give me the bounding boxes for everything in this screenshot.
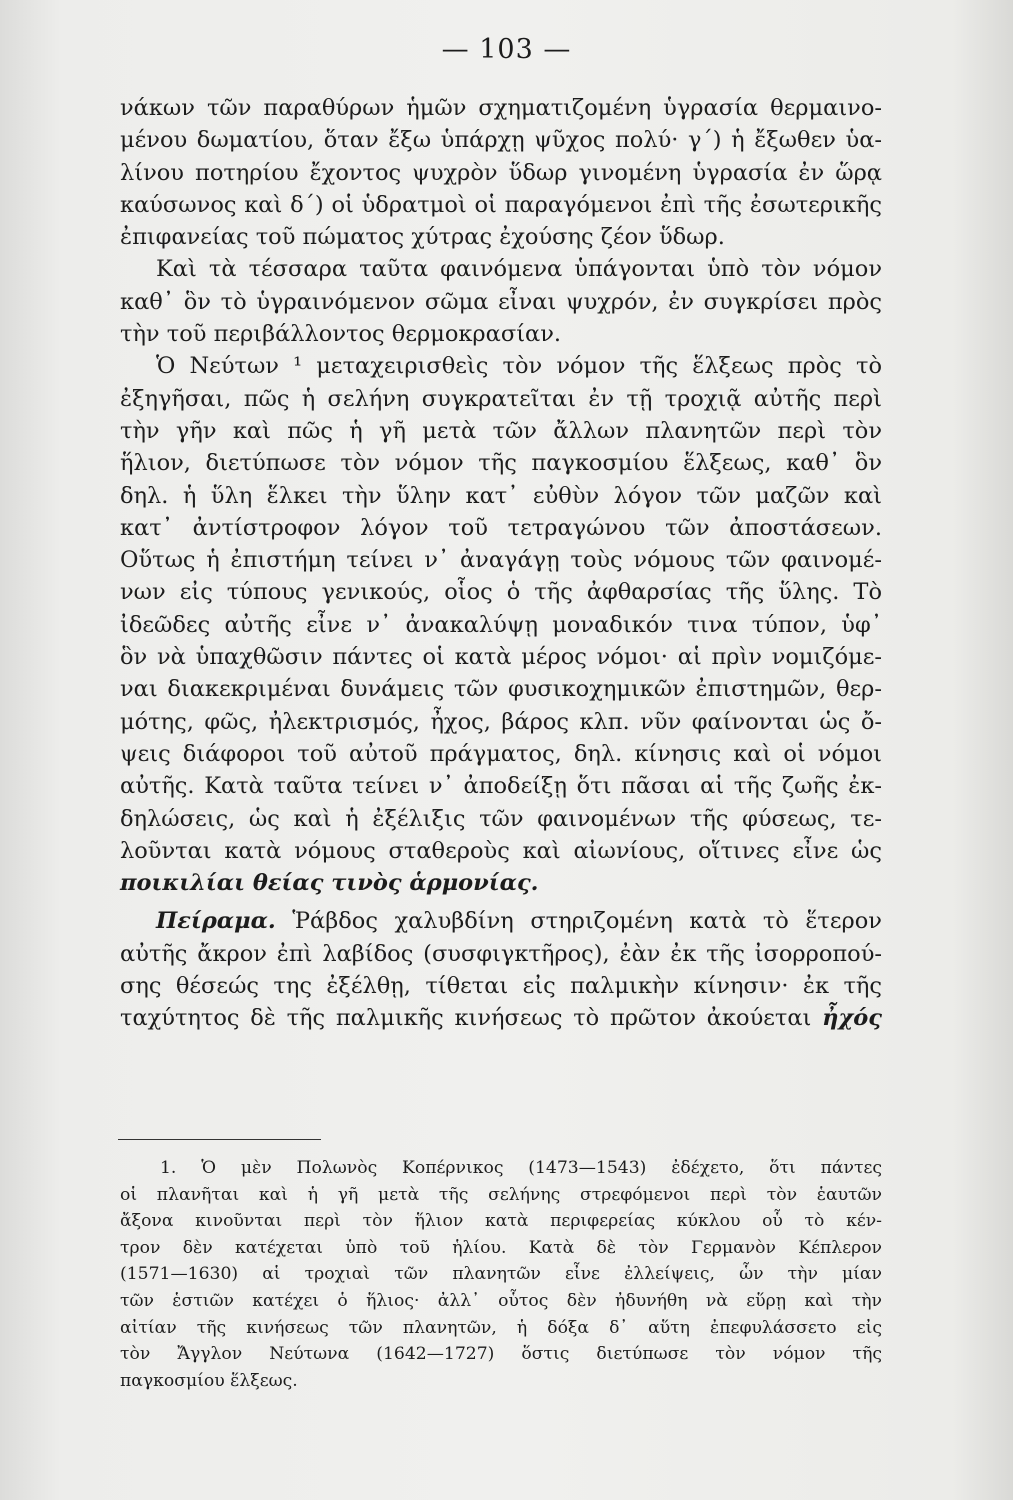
footnote-line: οἱ πλανῆται καὶ ἡ γῆ μετὰ τῆς σελήνης στρεφόμενοι περὶ τὸν ἑαυτῶν: [120, 1184, 882, 1205]
text-line: νων εἰς τύπους γενικούς, οἷος ὁ τῆς ἀφθαρσίας τῆς ὕλης. Τὸ: [120, 579, 882, 606]
text-line: Οὕτως ἡ ἐπιστήμη τείνει ν᾽ ἀναγάγῃ τοὺς νόμους τῶν φαινομέ-: [120, 547, 882, 574]
text-line: αὐτῆς ἄκρον ἐπὶ λαβίδος (συσφιγκτῆρος), ἐὰν ἐκ τῆς ἰσορροπού-: [120, 940, 882, 967]
footnote-divider: [118, 1139, 321, 1140]
text-line: καύσωνος καὶ δ΄) οἱ ὑδρατμοὶ οἱ παραγόμενοι ἐπὶ τῆς ἐσωτερικῆς: [120, 191, 882, 218]
experiment-first-line: [120, 905, 882, 937]
text-line: ἥλιον, διετύπωσε τὸν νόμον τῆς παγκοσμίου ἕλξεως, καθ᾽ ὃν: [120, 450, 882, 477]
text-line: Καὶ τὰ τέσσαρα ταῦτα φαινόμενα ὑπάγονται ὑπὸ τὸν νόμον: [156, 256, 882, 283]
text-line: νάκων τῶν παραθύρων ἡμῶν σχηματιζομένη ὑγρασία θερμαινο-: [120, 95, 882, 121]
text-line: λίνου ποτηρίου ἔχοντος ψυχρὸν ὕδωρ γινομένη ὑγρασία ἐν ὥρᾳ: [120, 159, 882, 186]
emphasized-word: ἦχός: [822, 1005, 883, 1032]
main-text: [120, 92, 882, 1035]
text-line: ναι διακεκριμέναι δυνάμεις τῶν φυσικοχημικῶν ἐπιστημῶν, θερ-: [120, 676, 882, 703]
text-line: δηλ. ἡ ὕλη ἕλκει τὴν ὕλην κατ᾽ εὐθὺν λόγον τῶν μαζῶν καὶ: [120, 482, 882, 509]
footnote-line: ἄξονα κινοῦνται περὶ τὸν ἥλιον κατὰ περιφερείας κύκλου οὗ τὸ κέν-: [120, 1211, 882, 1232]
footnote-line: αἰτίαν τῆς κινήσεως τῶν πλανητῶν, ἡ δόξα δ᾽ αὕτη ἐπεφυλάσσετο εἰς: [120, 1317, 882, 1338]
experiment-label: Πείραμα.: [156, 908, 276, 935]
text-line: ψεις διάφοροι τοῦ αὐτοῦ πράγματος, δηλ. κίνησις καὶ οἱ νόμοι: [120, 740, 882, 767]
text-line: σης θέσεώς της ἐξέλθῃ, τίθεται εἰς παλμικὴν κίνησιν· ἐκ τῆς: [120, 973, 882, 1000]
footnote-line: τρον δὲν κατέχεται ὑπὸ τοῦ ἡλίου. Κατὰ δὲ τὸν Γερμανὸν Κέπλερον: [120, 1237, 882, 1258]
footnote-line: (1571—1630) αἱ τροχιαὶ τῶν πλανητῶν εἶνε ἐλλείψεις, ὧν τὴν μίαν: [120, 1264, 882, 1285]
text-line: ἐξηγῆσαι, πῶς ἡ σελήνη συγκρατεῖται ἐν τῇ τροχιᾷ αὐτῆς περὶ: [120, 385, 882, 412]
text-line: ὃν νὰ ὑπαχθῶσιν πάντες οἱ κατὰ μέρος νόμοι· αἱ πρὶν νομιζόμε-: [120, 644, 882, 671]
text-line: ἐπιφανείας τοῦ πώματος χύτρας ἐχούσης ζέον ὕδωρ.: [120, 224, 725, 251]
text-line: τὴν γῆν καὶ πῶς ἡ γῆ μετὰ τῶν ἄλλων πλανητῶν περὶ τὸν: [120, 417, 882, 444]
text-line: τὴν τοῦ περιβάλλοντος θερμοκρασίαν.: [120, 321, 562, 348]
text-line: κατ᾽ ἀντίστροφον λόγον τοῦ τετραγώνου τῶν ἀποστάσεων.: [120, 514, 882, 541]
experiment-text: Ῥάβδος χαλυβδίνη στηριζομένη κατὰ τὸ ἕτερον: [292, 908, 882, 935]
footnote-line: τῶν ἑστιῶν κατέχει ὁ ἥλιος· ἀλλ᾽ οὗτος δὲν ἠδυνήθη νὰ εὕρῃ καὶ τὴν: [120, 1290, 882, 1311]
text-line: δηλώσεις, ὡς καὶ ἡ ἐξέλιξις τῶν φαινομένων τῆς φύσεως, τε-: [120, 805, 882, 832]
text-line: μένου δωματίου, ὅταν ἔξω ὑπάρχῃ ψῦχος πολύ· γ΄) ἡ ἔξωθεν ὑα-: [120, 127, 882, 154]
closing-phrase: ποικιλίαι θείας τινὸς ἁρμονίας.: [120, 870, 539, 897]
footnote-line: τὸν Ἄγγλον Νεύτωνα (1642—1727) ὅστις διετύπωσε τὸν νόμον τῆς: [120, 1344, 882, 1365]
experiment-last-line: [120, 1002, 882, 1034]
experiment-text: ταχύτητος δὲ τῆς παλμικῆς κινήσεως τὸ πρῶτον ἀκούεται: [120, 1005, 812, 1032]
text-line: Ὁ Νεύτων ¹ μεταχειρισθεὶς τὸν νόμον τῆς ἕλξεως πρὸς τὸ: [156, 353, 882, 380]
page-number: — 103 —: [441, 34, 572, 65]
footnote: [120, 1155, 882, 1394]
text-line: λοῦνται κατὰ νόμους σταθεροὺς καὶ αἰωνίους, οἵτινες εἶνε ὡς: [120, 837, 882, 864]
text-line: μότης, φῶς, ἠλεκτρισμός, ἦχος, βάρος κλπ. νῦν φαίνονται ὡς ὄ-: [120, 708, 882, 735]
text-line: αὐτῆς. Κατὰ ταῦτα τείνει ν᾽ ἀποδείξῃ ὅτι πᾶσαι αἱ τῆς ζωῆς ἐκ-: [120, 773, 882, 800]
text-line: ἰδεῶδες αὐτῆς εἶνε ν᾽ ἀνακαλύψῃ μοναδικόν τινα τύπον, ὑφ᾽: [120, 611, 882, 638]
text-line: καθ᾽ ὃν τὸ ὑγραινόμενον σῶμα εἶναι ψυχρόν, ἐν συγκρίσει πρὸς: [120, 288, 882, 315]
footnote-line: παγκοσμίου ἕλξεως.: [120, 1370, 298, 1391]
footnote-line: 1. Ὁ μὲν Πολωνὸς Κοπέρνικος (1473—1543) ἐδέχετο, ὅτι πάντες: [160, 1158, 882, 1178]
